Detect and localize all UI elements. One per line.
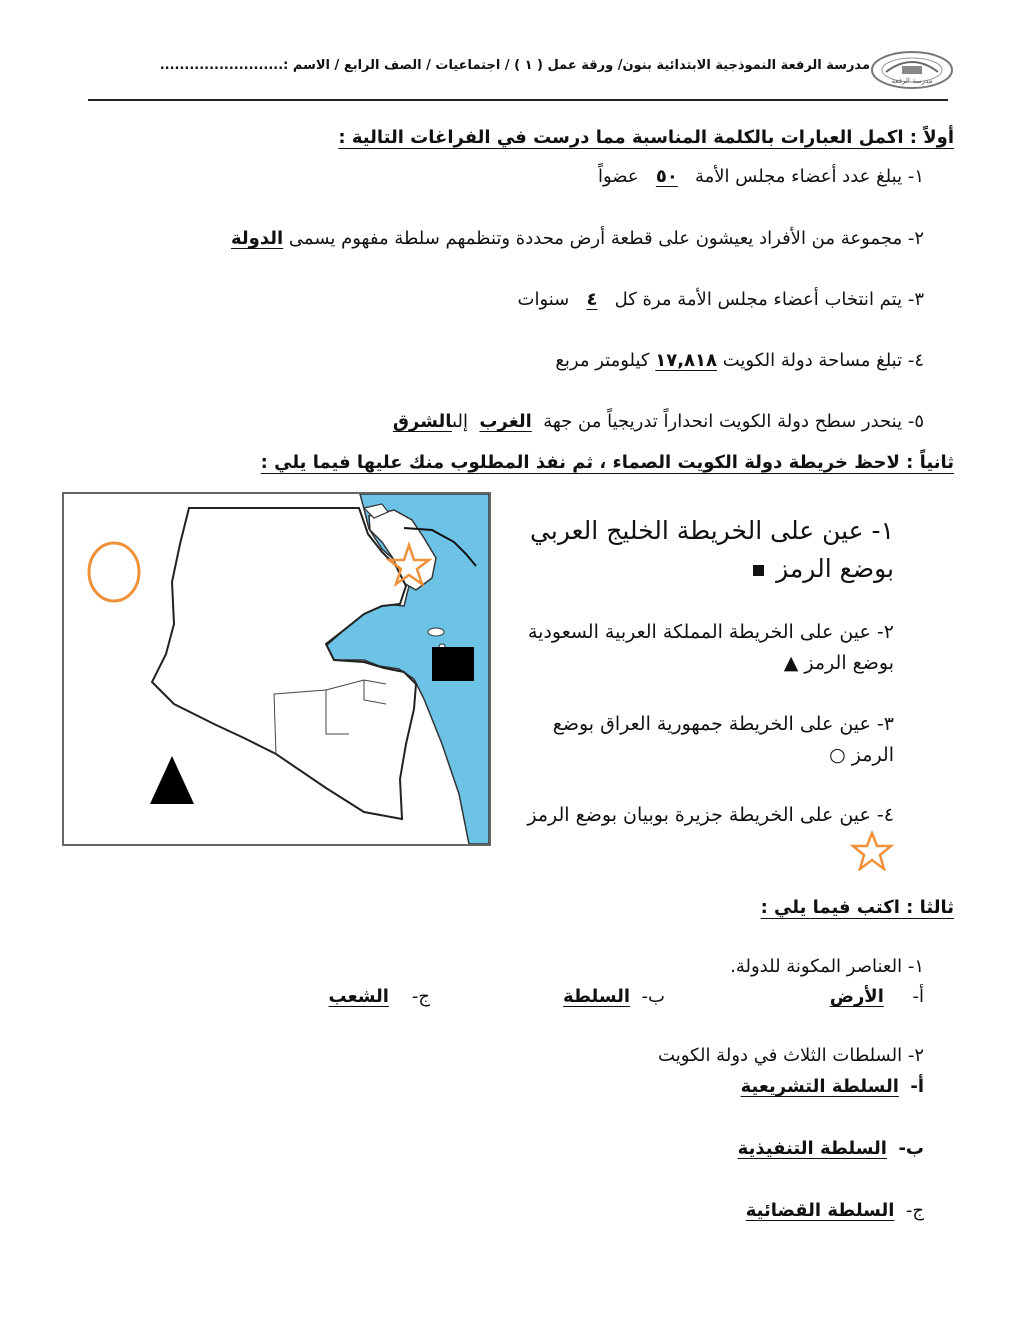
answer-letter: أ-: [912, 986, 924, 1007]
item-text: يتم انتخاب أعضاء مجلس الأمة مرة كل: [614, 289, 903, 310]
gulf-square-marker: [432, 647, 474, 681]
s3-q1: [730, 956, 924, 977]
school-logo: [866, 46, 958, 92]
s3-q2: [658, 1045, 924, 1066]
logo-caption: مدرسة الرفعة: [891, 77, 933, 85]
failaka-island: [428, 628, 444, 636]
item-text-after: عضواً: [598, 166, 639, 187]
s3-q2-answer-a: [741, 1076, 924, 1097]
item-number: ٢-: [876, 621, 894, 643]
item-number: ٣-: [876, 713, 894, 735]
answer-letter: ج-: [411, 986, 430, 1007]
s1-item-1: [598, 166, 924, 187]
item-answer: ٥٠: [655, 166, 678, 187]
header-worksheet: ورقة عمل ( ١ ) /: [504, 58, 614, 73]
item-number: ١-: [871, 516, 894, 545]
item-answer-2: الشرق: [392, 411, 453, 432]
header-school: مدرسة الرفعة النموذجية الابتدائية بنون/: [617, 58, 870, 73]
answer-letter: ب-: [641, 986, 665, 1007]
s3-q1-answer-c: [329, 986, 430, 1007]
item-answer: الدولة: [230, 228, 284, 249]
answer-value: الشعب: [328, 986, 389, 1007]
answer-letter: أ-: [910, 1076, 924, 1097]
s2-item-2: [514, 617, 894, 679]
item-answer: ٤: [586, 289, 598, 310]
s3-q1-answer-b: [563, 986, 665, 1007]
triangle-symbol-icon: ▲: [783, 652, 799, 674]
item-text: عين على الخريطة جمهورية العراق بوضع الرمز: [552, 713, 894, 766]
header-subject: اجتماعيات /: [426, 58, 501, 73]
item-text: يبلغ عدد أعضاء مجلس الأمة: [694, 166, 903, 187]
item-number: ٣-: [907, 289, 924, 310]
saudi-triangle-marker: [150, 756, 194, 804]
answer-letter: ج-: [905, 1200, 924, 1221]
star-symbol-icon: [850, 831, 894, 871]
answer-value: السلطة التشريعية: [740, 1076, 899, 1097]
s2-item-1: [509, 512, 894, 588]
item-number: ١-: [907, 166, 924, 187]
s3-q2-answer-c: [746, 1200, 924, 1221]
s1-item-2: [231, 228, 924, 249]
item-text-middle: إلى: [452, 411, 468, 432]
answer-value: الأرض: [829, 986, 884, 1007]
item-number: ٤-: [876, 804, 894, 826]
section1-title: أولاً : اكمل العبارات بالكلمة المناسبة مما درست في الفراغات التالية :: [338, 127, 954, 148]
item-text: عين على الخريطة الخليج العربي بوضع الرمز: [530, 516, 894, 583]
item-answer: ١٧,٨١٨: [655, 350, 717, 371]
item-text: العناصر المكونة للدولة.: [730, 956, 903, 977]
s1-item-4: [555, 350, 924, 371]
item-answer: الغرب: [479, 411, 532, 432]
square-symbol-icon: [753, 565, 764, 576]
iraq-circle-marker: [89, 543, 139, 601]
item-number: ٥-: [907, 411, 924, 432]
item-number: ١-: [907, 956, 924, 977]
s2-item-4: [514, 800, 894, 871]
item-text: عين على الخريطة المملكة العربية السعودية بوضع الرمز: [527, 621, 894, 674]
item-text-after: سنوات: [517, 289, 570, 310]
s3-q1-answer-a: [830, 986, 924, 1007]
s1-item-3: [518, 289, 925, 310]
item-text: السلطات الثلاث في دولة الكويت: [658, 1045, 903, 1066]
section2-title: ثانياً : لاحظ خريطة دولة الكويت الصماء ، ثم نفذ المطلوب منك عليها فيما يلي :: [260, 452, 954, 473]
header-title: [160, 58, 870, 73]
header-divider: [88, 99, 948, 101]
item-text: مجموعة من الأفراد يعيشون على قطعة أرض محددة وتنظمهم سلطة مفهوم يسمى: [288, 228, 903, 249]
item-number: ٢-: [907, 1045, 924, 1066]
s1-item-5: [393, 411, 924, 432]
header-name-label: الاسم :.........................: [159, 58, 331, 73]
answer-letter: ب-: [898, 1138, 924, 1159]
item-text: تبلغ مساحة دولة الكويت: [722, 350, 903, 371]
answer-value: السلطة القضائية: [745, 1200, 895, 1221]
s2-item-3: [514, 709, 894, 771]
item-text: ينحدر سطح دولة الكويت انحداراً تدريجياً من جهة: [543, 411, 903, 432]
section3-title: ثالثا : اكتب فيما يلي :: [760, 897, 954, 918]
answer-value: السلطة: [563, 986, 631, 1007]
header-grade: الصف الرابع /: [334, 58, 422, 73]
s3-q2-answer-b: [738, 1138, 924, 1159]
item-number: ٢-: [907, 228, 924, 249]
item-text-after: كيلومتر مربع: [555, 350, 650, 371]
item-number: ٤-: [907, 350, 924, 371]
item-text: عين على الخريطة جزيرة بوبيان بوضع الرمز: [527, 804, 871, 826]
kuwait-blank-map: [62, 492, 491, 846]
answer-value: السلطة التنفيذية: [737, 1138, 887, 1159]
circle-symbol-icon: ○: [829, 744, 846, 766]
